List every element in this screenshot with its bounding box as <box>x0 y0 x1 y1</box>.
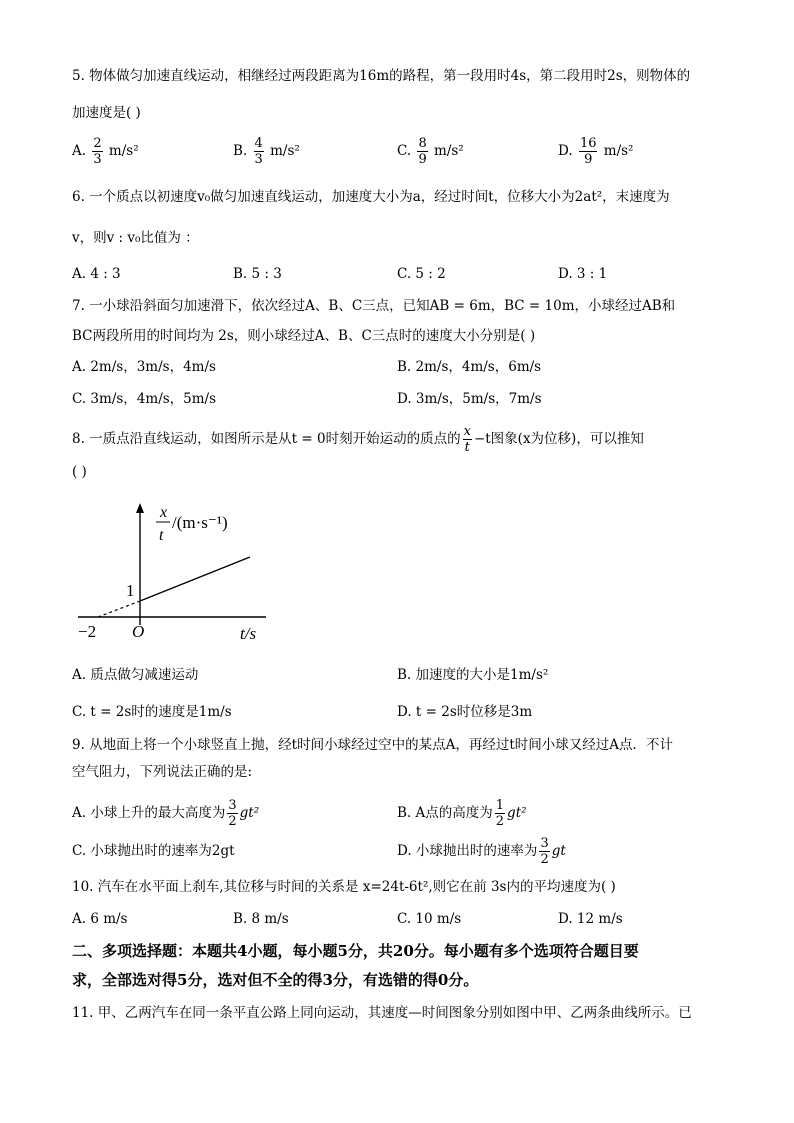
q8-stem-line1: 8. 一质点沿直线运动，如图所示是从t = 0时刻开始运动的质点的 $\frac{x}{t}$ −t图象(x为位移)，可以推知 <box>72 424 644 455</box>
q10-option-c: C. 10 m/s <box>397 911 462 927</box>
q10-option-d: D. 12 m/s <box>558 911 623 927</box>
section2-heading-line1: 二、多项选择题：本题共4小题，每小题5分，共20分。每小题有多个选项符合题目要 <box>72 942 639 960</box>
q9-option-a: A. 小球上升的最大高度为 $\frac{3}{2}$ gt² <box>72 798 260 829</box>
q9-stem-line1: 9. 从地面上将一个小球竖直上抛，经t时间小球经过空中的某点A，再经过t时间小球又经过A点．不计 <box>72 737 674 753</box>
q5-option-a: A. $\frac{2}{3}$ m/s² <box>72 136 139 167</box>
intercept-label: 1 <box>126 581 135 600</box>
q5-stem-line2: 加速度是( ) <box>72 105 141 121</box>
q7-option-a: A. 2m/s，3m/s，4m/s <box>72 359 216 375</box>
q8-option-a: A. 质点做匀减速运动 <box>72 667 199 683</box>
q6-stem-line2: v，则v : v₀比值为 ： <box>72 230 199 246</box>
q10-option-a: A. 6 m/s <box>72 911 128 927</box>
q8-stem-line2: ( ) <box>72 464 87 480</box>
q7-option-c: C. 3m/s，4m/s，5m/s <box>72 391 217 407</box>
q5-stem-line1: 5. 物体做匀加速直线运动，相继经过两段距离为16m的路程，第一段用时4s，第二段用时2s，则物体的 <box>72 68 691 84</box>
q9-option-c: C. 小球抛出时的速率为2gt <box>72 843 235 859</box>
q7-stem-line1: 7. 一小球沿斜面匀加速滑下，依次经过A、B、C三点，已知AB = 6m，BC = 10m，小球经过AB和 <box>72 298 676 314</box>
q5-option-b: B. $\frac{4}{3}$ m/s² <box>233 136 300 167</box>
q6-option-c: C. 5 : 2 <box>397 266 446 282</box>
q6-option-a: A. 4 : 3 <box>72 266 121 282</box>
dashed-extension <box>98 601 140 617</box>
y-label-x: x <box>160 504 168 521</box>
q6-option-d: D. 3 : 1 <box>558 266 608 282</box>
q8-option-d: D. t = 2s时位移是3m <box>397 704 533 720</box>
q6-option-b: B. 5 : 3 <box>233 266 282 282</box>
q6-stem-line1: 6. 一个质点以初速度v₀做匀加速直线运动，加速度大小为a，经过时间t，位移大小为2at²，末速度为 <box>72 189 670 205</box>
y-label-unit: /(m·s⁻¹) <box>172 513 228 532</box>
q11-stem-line1: 11. 甲、乙两汽车在同一条平直公路上同向运动，其速度—时间图象分别如图中甲、乙两条曲线所示。已 <box>72 1005 692 1021</box>
xt-line <box>140 557 250 601</box>
q9-option-d: D. 小球抛出时的速率为 $\frac{3}{2}$ gt <box>397 836 566 867</box>
q9-option-b: B. A点的高度为 $\frac{1}{2}$ gt² <box>397 798 527 829</box>
q5-option-c: C. $\frac{8}{9}$ m/s² <box>397 136 464 167</box>
y-label-t: t <box>159 527 164 544</box>
q7-option-d: D. 3m/s，5m/s，7m/s <box>397 391 542 407</box>
origin-label: O <box>132 622 145 641</box>
q10-option-b: B. 8 m/s <box>233 911 289 927</box>
neg-two-label: −2 <box>78 622 97 641</box>
q10-stem: 10. 汽车在水平面上刹车,其位移与时间的关系是 x=24t-6t²,则它在前 3s内的平均速度为( ) <box>72 879 616 895</box>
x-label: t/s <box>240 624 257 643</box>
q9-stem-line2: 空气阻力，下列说法正确的是: <box>72 764 253 780</box>
q7-stem-line2: BC两段所用的时间均为 2s，则小球经过A、B、C三点时的速度大小分别是( ) <box>72 328 536 344</box>
q5-option-d: D. $\frac{16}{9}$ m/s² <box>558 136 634 167</box>
q8-option-c: C. t = 2s时的速度是1m/s <box>72 704 232 720</box>
section2-heading-line2: 求，全部选对得5分，选对但不全的得3分，有选错的得0分。 <box>72 971 479 989</box>
q8-xt-t-graph <box>70 495 270 650</box>
q8-option-b: B. 加速度的大小是1m/s² <box>397 667 549 683</box>
y-axis-arrow <box>136 503 144 513</box>
q7-option-b: B. 2m/s，4m/s，6m/s <box>397 359 542 375</box>
